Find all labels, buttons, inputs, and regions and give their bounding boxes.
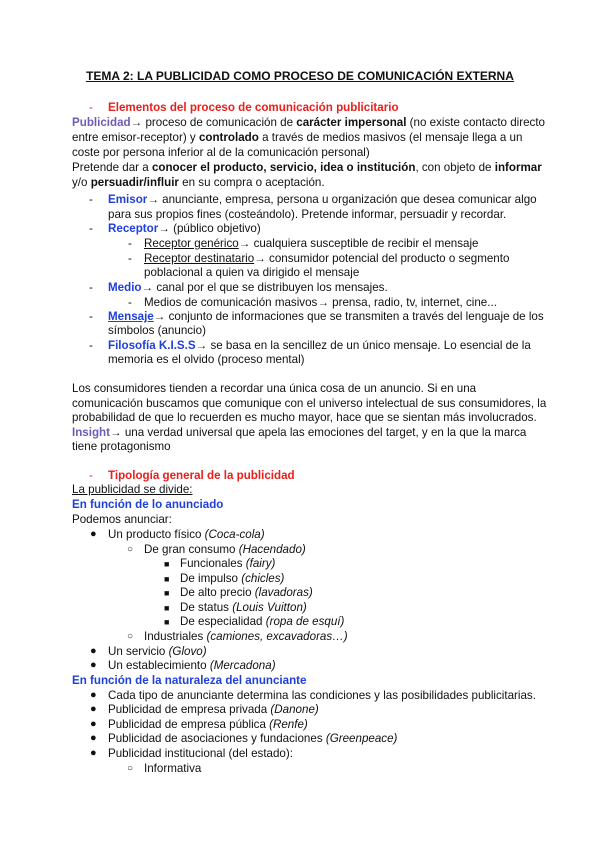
pretende-line1: Pretende dar a conocer el producto, servicio, idea o institución, con objeto de informar xyxy=(72,161,542,174)
bullet-dot: ● xyxy=(90,703,97,715)
term-emisor: Emisor xyxy=(108,193,148,206)
item-cada-tipo: Cada tipo de anunciante determina las condiciones y las posibilidades publicitarias. xyxy=(108,689,536,702)
publicidad-def-line1: Publicidad→ proceso de comunicación de carácter impersonal (no existe contacto directo xyxy=(72,116,546,129)
item-alto-precio: De alto precio (lavadoras) xyxy=(180,586,313,599)
dash-marker: - xyxy=(89,339,93,352)
item-institucional: Publicidad institucional (del estado): xyxy=(108,747,293,760)
mensaje-line1: Mensaje→ conjunto de informaciones que se transmiten a través del lenguaje de los xyxy=(108,310,544,323)
item-gran-consumo: De gran consumo (Hacendado) xyxy=(144,543,306,556)
bullet-dot: ● xyxy=(90,718,97,730)
receptor-line: Receptor→ (público objetivo) xyxy=(108,222,261,235)
bullet-dot: ● xyxy=(90,747,97,759)
bullet-dot: ● xyxy=(90,689,97,701)
term-receptor-generico: Receptor genérico xyxy=(144,237,239,250)
subheading-naturaleza-anunciante: En función de la naturaleza del anunciante xyxy=(72,674,307,687)
podemos-line: Podemos anunciar: xyxy=(72,513,172,526)
emisor-line2: para sus propios fines (costeándolo). Pretende informar, persuadir y recordar. xyxy=(108,208,507,221)
dash-marker: - xyxy=(89,310,93,323)
dash-marker: - xyxy=(89,193,93,206)
publicidad-def-line3: coste por persona inferior al de la comunicación personal) xyxy=(72,146,370,159)
publicidad-def-line2: entre emisor-receptor) y controlado a través de medios masivos (el mensaje llega a un xyxy=(72,131,523,144)
item-informativa: Informativa xyxy=(144,762,202,775)
bullet-circle: ○ xyxy=(127,631,134,642)
receptor-destinatario-line2: poblacional a quien va dirigido el mensaje xyxy=(144,266,360,279)
receptor-destinatario-line1: Receptor destinatario→ consumidor potencial del producto o segmento xyxy=(144,252,510,265)
dash-marker: - xyxy=(89,101,93,114)
insight-line2: tiene protagonismo xyxy=(72,440,171,453)
paragraph-line3: probabilidad de que lo recuerden es mucho mayor, hace que se sientan más involucrados. xyxy=(72,411,537,424)
subheading-lo-anunciado: En función de lo anunciado xyxy=(72,498,224,511)
term-publicidad: Publicidad xyxy=(72,116,131,129)
dash-marker: - xyxy=(89,469,93,482)
bullet-circle: ○ xyxy=(127,763,134,774)
item-funcionales: Funcionales (fairy) xyxy=(180,557,276,570)
term-insight: Insight xyxy=(72,426,110,439)
dash-marker: - xyxy=(128,252,132,265)
dash-marker: - xyxy=(128,296,132,309)
dash-marker: - xyxy=(89,222,93,235)
bullet-dot: ● xyxy=(90,528,97,540)
receptor-generico-line: Receptor genérico→ cualquiera susceptible de recibir el mensaje xyxy=(144,237,479,250)
item-especialidad: De especialidad (ropa de esquí) xyxy=(180,615,345,628)
emisor-line1: Emisor→ anunciante, empresa, persona u organización que desea comunicar algo xyxy=(108,193,537,206)
term-receptor: Receptor xyxy=(108,222,159,235)
dash-marker: - xyxy=(128,237,132,250)
bullet-square: ■ xyxy=(164,603,170,613)
bullet-square: ■ xyxy=(164,559,170,569)
term-medio: Medio xyxy=(108,281,142,294)
bullet-square: ■ xyxy=(164,574,170,584)
document-title: TEMA 2: LA PUBLICIDAD COMO PROCESO DE COMUNICACIÓN EXTERNA xyxy=(86,69,514,83)
item-asociaciones: Publicidad de asociaciones y fundaciones (Greenpeace) xyxy=(108,732,398,745)
item-empresa-privada: Publicidad de empresa privada (Danone) xyxy=(108,703,319,716)
section-heading-elementos: Elementos del proceso de comunicación publicitario xyxy=(108,101,399,114)
dash-marker: - xyxy=(89,281,93,294)
item-empresa-publica: Publicidad de empresa pública (Renfe) xyxy=(108,718,308,731)
kiss-line1: Filosofía K.I.S.S→ se basa en la sencillez de un único mensaje. Lo esencial de la xyxy=(108,339,531,352)
term-mensaje: Mensaje xyxy=(108,310,154,323)
bullet-dot: ● xyxy=(90,732,97,744)
item-servicio: Un servicio (Glovo) xyxy=(108,645,207,658)
term-receptor-destinatario: Receptor destinatario xyxy=(144,252,255,265)
medios-masivos-line: Medios de comunicación masivos→ prensa, radio, tv, internet, cine... xyxy=(144,296,497,309)
bullet-square: ■ xyxy=(164,588,170,598)
section-heading-tipologia: Tipología general de la publicidad xyxy=(108,469,295,482)
paragraph-line2: comunicación buscamos que comunique con el universo intelectual de sus consumidores, la xyxy=(72,397,547,410)
bullet-circle: ○ xyxy=(127,544,134,555)
bullet-square: ■ xyxy=(164,617,170,627)
item-industriales: Industriales (camiones, excavadoras…) xyxy=(144,630,348,643)
mensaje-line2: símbolos (anuncio) xyxy=(108,324,206,337)
item-producto-fisico: Un producto físico (Coca-cola) xyxy=(108,528,265,541)
bullet-dot: ● xyxy=(90,659,97,671)
item-status: De status (Louis Vuitton) xyxy=(180,601,307,614)
insight-line1: Insight→ una verdad universal que apela las emociones del target, y en la que la marca xyxy=(72,426,527,439)
kiss-line2: memoria es el olvido (proceso mental) xyxy=(108,353,305,366)
divide-line: La publicidad se divide: xyxy=(72,483,193,496)
item-establecimiento: Un establecimiento (Mercadona) xyxy=(108,659,276,672)
bullet-dot: ● xyxy=(90,645,97,657)
term-kiss: Filosofía K.I.S.S xyxy=(108,339,196,352)
pretende-line2: y/o persuadir/influir en su compra o aceptación. xyxy=(72,176,325,189)
medio-line: Medio→ canal por el que se distribuyen los mensajes. xyxy=(108,281,388,294)
item-impulso: De impulso (chicles) xyxy=(180,572,285,585)
paragraph-line1: Los consumidores tienden a recordar una única cosa de un anuncio. Si en una xyxy=(72,382,477,395)
